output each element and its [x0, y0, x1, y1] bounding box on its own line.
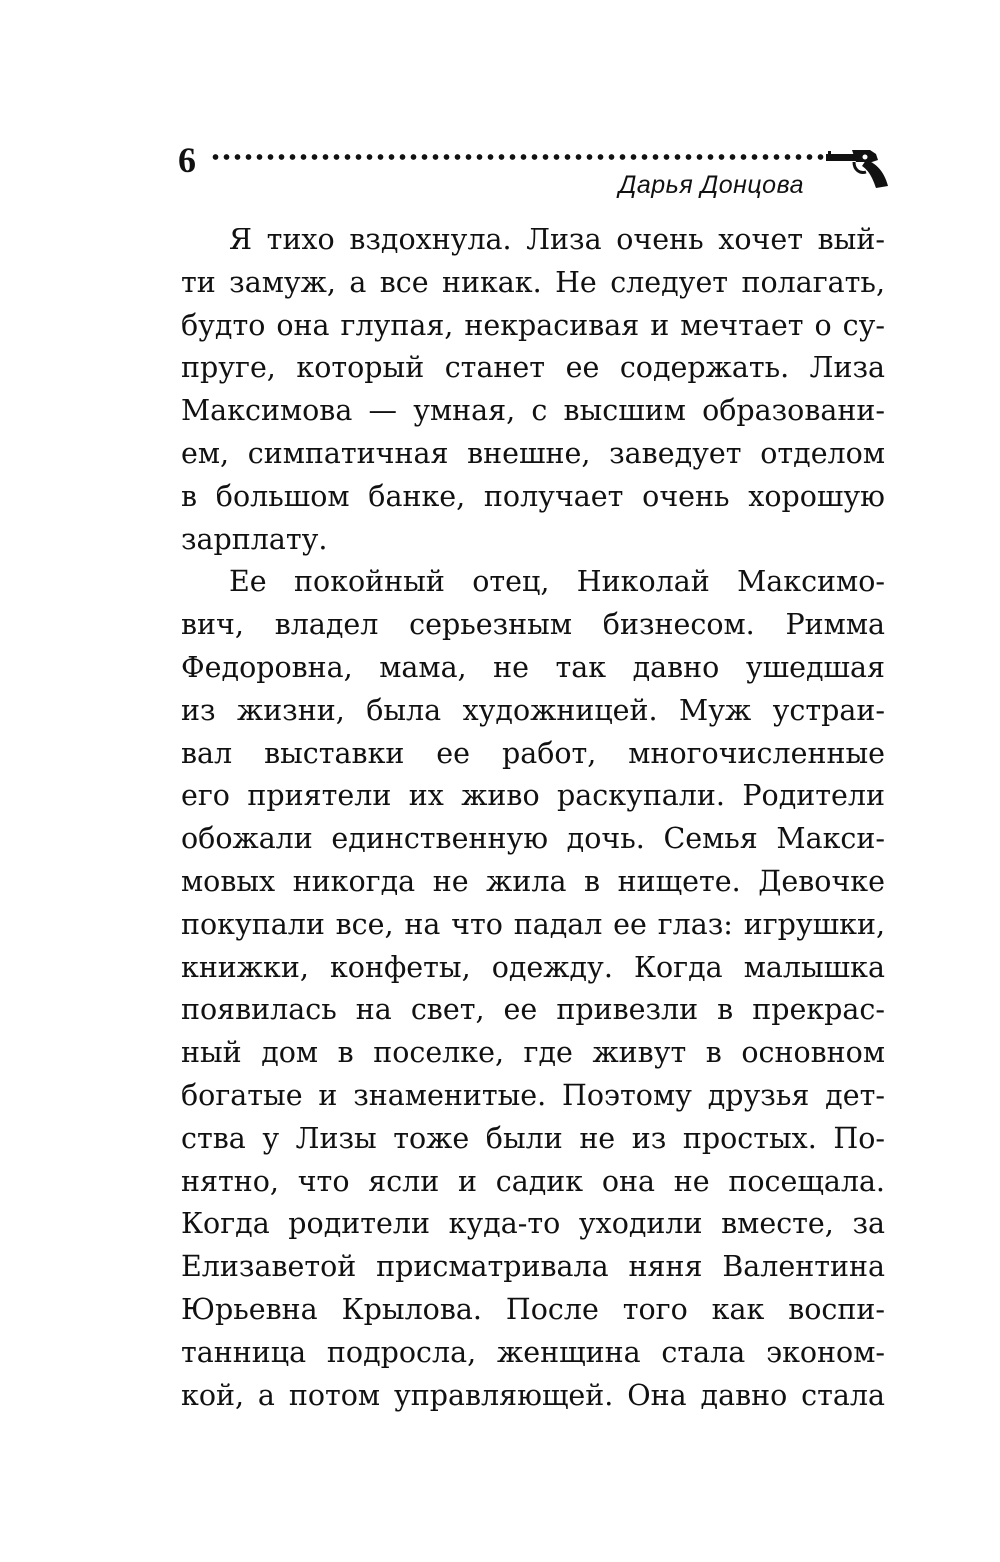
- text-line: пруге, который станет ее содержать. Лиза: [181, 351, 885, 385]
- text-line: ства у Лизы тоже были не из простых. По-: [181, 1121, 885, 1155]
- text-line: книжки, конфеты, одежду. Когда малышка: [181, 950, 885, 984]
- text-line: Я тихо вздохнула. Лиза очень хочет вый-: [229, 223, 885, 256]
- text-line: Когда родители куда-то уходили вместе, за: [181, 1207, 885, 1241]
- text-line: появилась на свет, ее привезли в прекрас-: [181, 993, 885, 1027]
- running-author: Дарья Донцова: [618, 171, 804, 199]
- revolver-icon: [826, 146, 890, 190]
- text-line: нятно, что ясли и садик она не посещала.: [181, 1164, 885, 1198]
- text-line: богатые и знаменитые. Поэтому друзья дет-: [181, 1078, 885, 1112]
- text-line: мовых никогда не жила в нищете. Девочке: [181, 864, 885, 898]
- text-line: зарплату.: [181, 522, 328, 556]
- text-line: из жизни, была художницей. Муж устраи-: [181, 693, 885, 727]
- paragraph: [181, 561, 885, 1417]
- text-line: кой, а потом управляющей. Она давно стала: [181, 1378, 885, 1412]
- text-line: Елизаветой присматривала няня Валентина: [181, 1250, 885, 1284]
- text-line: вал выставки ее работ, многочисленные: [181, 736, 885, 770]
- text-line: его приятели их живо раскупали. Родители: [181, 779, 885, 813]
- text-line: Максимова — умная, с высшим образовани-: [181, 394, 885, 428]
- text-line: ем, симпатичная внешне, заведует отделом: [181, 436, 885, 470]
- text-line: будто она глупая, некрасивая и мечтает о су-: [181, 308, 885, 342]
- body-text: [181, 219, 885, 1417]
- text-line: танница подросла, женщина стала эконом-: [181, 1335, 885, 1369]
- page-number: 6: [178, 140, 196, 180]
- text-line: в большом банке, получает очень хорошую: [181, 479, 885, 513]
- dot-leader: [210, 152, 832, 162]
- text-line: вич, владел серьезным бизнесом. Римма: [181, 608, 885, 642]
- paragraph: [181, 219, 885, 561]
- text-line: Федоровна, мама, не так давно ушедшая: [181, 650, 885, 684]
- text-line: обожали единственную дочь. Семья Макси-: [181, 822, 885, 856]
- text-line: ти замуж, а все никак. Не следует полагать,: [181, 265, 885, 299]
- text-line: Ее покойный отец, Николай Максимо-: [229, 565, 885, 599]
- text-line: покупали все, на что падал ее глаз: игрушки,: [181, 907, 885, 941]
- text-line: ный дом в поселке, где живут в основном: [181, 1036, 885, 1070]
- text-line: Юрьевна Крылова. После того как воспи-: [181, 1292, 885, 1326]
